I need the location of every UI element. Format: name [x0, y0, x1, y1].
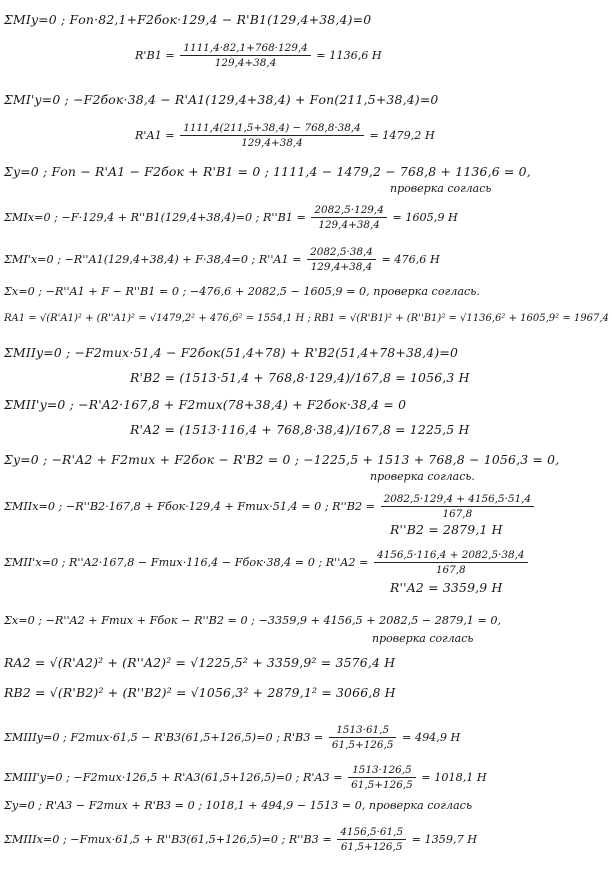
- fraction-denominator: 129,4+38,4: [318, 219, 380, 231]
- equation-text: Σx=0 ; −R''A1 + F − R''B1 = 0 ; −476,6 + 2082,5 − 1605,9 = 0, проверка соглась.: [4, 285, 480, 298]
- fraction-numerator: 1513·61,5: [329, 724, 397, 738]
- equation-line: [0, 468, 612, 488]
- equation-result: = 1359,7 H: [411, 832, 478, 846]
- equation-text: ΣMI'x=0 ; −R''A1(129,4+38,4) + F·38,4=0 ; R''A1 =: [4, 252, 302, 266]
- check-note: проверка соглась.: [370, 470, 475, 483]
- equation-lhs: R'B1 =: [135, 48, 175, 62]
- equation-line: [0, 630, 612, 650]
- equation-line: [0, 826, 612, 853]
- equation-text: ΣMI'y=0 ; −F2бок·38,4 − R'A1(129,4+38,4) + Fоп(211,5+38,4)=0: [4, 91, 439, 107]
- equation-text: ΣMIIx=0 ; −R''B2·167,8 + Fбок·129,4 + Fтих·51,4 = 0 ; R''B2 =: [4, 499, 376, 513]
- equation-result: = 1605,9 H: [392, 210, 458, 224]
- equation-text: RB2 = √(R'B2)² + (R''B2)² = √1056,3² + 2879,1² = 3066,8 H: [4, 684, 396, 700]
- equation-text: ΣMII'y=0 ; −R'A2·167,8 + F2тих(78+38,4) + F2бок·38,4 = 0: [4, 396, 407, 412]
- equation-line: [0, 764, 612, 791]
- fraction-numerator: 2082,5·129,4 + 4156,5·51,4: [381, 493, 535, 507]
- fraction-denominator: 129,4+38,4: [310, 261, 373, 273]
- equation-line: [0, 578, 612, 598]
- equation-line: [0, 420, 612, 440]
- equation-result: = 1018,1 H: [421, 770, 487, 784]
- equation-line: [0, 797, 612, 817]
- equation-text: RA2 = √(R'A2)² + (R''A2)² = √1225,5² + 3359,9² = 3576,4 H: [4, 654, 396, 670]
- equation-line: [0, 90, 612, 110]
- equation-line: [0, 395, 612, 415]
- equation-line: [0, 246, 612, 273]
- fraction-denominator: 61,5+126,5: [351, 779, 413, 791]
- fraction: [180, 122, 364, 149]
- fraction: [374, 549, 528, 576]
- fraction-denominator: 61,5+126,5: [331, 739, 394, 751]
- fraction-denominator: 61,5+126,5: [340, 841, 403, 853]
- fraction-numerator: 4156,5·116,4 + 2082,5·38,4: [374, 549, 528, 563]
- equation-text: R''B2 = 2879,1 H: [390, 521, 503, 537]
- equation-line: [0, 343, 612, 363]
- equation-text: Σx=0 ; −R''A2 + Fтих + Fбок − R''B2 = 0 ; −3359,9 + 4156,5 + 2082,5 − 2879,1 = 0,: [4, 614, 502, 627]
- equation-text: ΣMIIIx=0 ; −Fтих·61,5 + R''B3(61,5+126,5)=0 ; R''B3 =: [4, 832, 332, 846]
- fraction-numerator: 4156,5·61,5: [337, 826, 406, 840]
- equation-lhs: R'A1 =: [135, 128, 175, 142]
- equation-result: = 476,6 H: [381, 252, 440, 266]
- equation-text: ΣMII'x=0 ; R''A2·167,8 − Fтих·116,4 − Fбок·38,4 = 0 ; R''A2 =: [4, 555, 369, 569]
- equation-text: R'A2 = (1513·116,4 + 768,8·38,4)/167,8 = 1225,5 H: [130, 421, 470, 437]
- fraction-numerator: 2082,5·129,4: [311, 204, 386, 218]
- equation-line: [0, 493, 612, 520]
- equation-line: [0, 42, 612, 69]
- equation-line: [0, 653, 612, 673]
- fraction-denominator: 167,8: [442, 508, 473, 520]
- equation-text: Σy=0 ; Fоп − R'A1 − F2бок + R'B1 = 0 ; 1111,4 − 1479,2 − 768,8 + 1136,6 = 0,: [4, 163, 531, 179]
- equation-text: ΣMIIy=0 ; −F2тих·51,4 − F2бок(51,4+78) + R'B2(51,4+78+38,4)=0: [4, 344, 459, 360]
- equation-line: [0, 10, 612, 30]
- equation-text: ΣMIIIy=0 ; F2тих·61,5 − R'B3(61,5+126,5)=0 ; R'B3 =: [4, 730, 324, 744]
- fraction: [329, 724, 397, 751]
- fraction-numerator: 1513·126,5: [348, 764, 416, 778]
- equation-line: [0, 683, 612, 703]
- equation-line: [0, 368, 612, 388]
- check-note: проверка соглась: [390, 182, 492, 195]
- equation-line: [0, 549, 612, 576]
- fraction: [348, 764, 416, 791]
- equation-text: ΣMIII'y=0 ; −F2тих·126,5 + R'A3(61,5+126,5)=0 ; R'A3 =: [4, 770, 343, 784]
- equation-line: [0, 310, 612, 330]
- fraction-numerator: 1111,4·82,1+768·129,4: [180, 42, 310, 56]
- fraction: [381, 493, 535, 520]
- equation-line: [0, 122, 612, 149]
- fraction-denominator: 129,4+38,4: [214, 57, 277, 69]
- equation-text: RA1 = √(R'A1)² + (R''A1)² = √1479,2² + 476,6² = 1554,1 H ; RB1 = √(R'B1)² + (R''B1)² = √1136,6² + 1605,9² = 1967,4: [4, 313, 609, 324]
- equation-line: [0, 283, 612, 303]
- fraction: [311, 204, 386, 231]
- fraction: [337, 826, 406, 853]
- equation-text: R'B2 = (1513·51,4 + 768,8·129,4)/167,8 = 1056,3 H: [130, 369, 470, 385]
- fraction: [307, 246, 376, 273]
- fraction: [180, 42, 310, 69]
- equation-result: = 494,9 H: [402, 730, 461, 744]
- equation-text: R''A2 = 3359,9 H: [390, 579, 503, 595]
- equation-text: Σy=0 ; −R'A2 + F2тих + F2бок − R'B2 = 0 ; −1225,5 + 1513 + 768,8 − 1056,3 = 0,: [4, 451, 560, 467]
- fraction-numerator: 1111,4(211,5+38,4) − 768,8·38,4: [180, 122, 364, 136]
- check-note: проверка соглась: [372, 632, 474, 645]
- equation-text: ΣMIy=0 ; Fоп·82,1+F2бок·129,4 − R'B1(129,4+38,4)=0: [4, 11, 372, 27]
- fraction-denominator: 129,4+38,4: [241, 137, 303, 149]
- equation-line: [0, 204, 612, 231]
- equation-line: [0, 724, 612, 751]
- fraction-denominator: 167,8: [435, 564, 466, 576]
- equation-line: [0, 180, 612, 200]
- equation-line: [0, 520, 612, 540]
- equation-result: = 1136,6 H: [316, 48, 382, 62]
- equation-line: [0, 612, 612, 632]
- equation-text: ΣMIx=0 ; −F·129,4 + R''B1(129,4+38,4)=0 ; R''B1 =: [4, 210, 306, 224]
- fraction-numerator: 2082,5·38,4: [307, 246, 376, 260]
- equation-result: = 1479,2 H: [369, 128, 435, 142]
- equation-text: Σy=0 ; R'A3 − F2тих + R'B3 = 0 ; 1018,1 + 494,9 − 1513 = 0, проверка соглась: [4, 799, 473, 812]
- equation-line: [0, 162, 612, 182]
- equation-line: [0, 450, 612, 470]
